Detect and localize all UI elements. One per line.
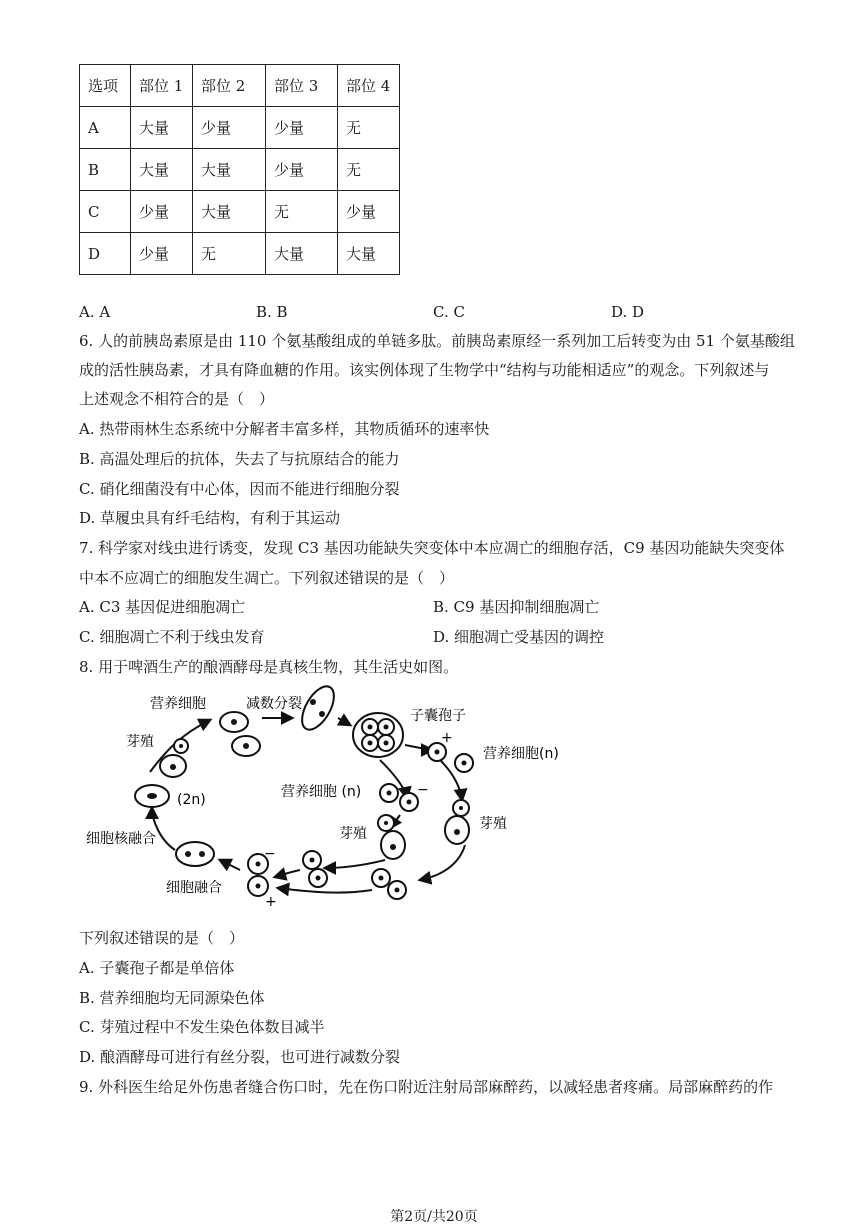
label-2n: (2n) <box>177 792 206 808</box>
minus-sign: − <box>264 846 276 862</box>
table-cell: 无 <box>338 107 400 149</box>
q6-stem-line: 6. 人的前胰岛素原是由 110 个氨基酸组成的单链多肽。前胰岛素原经一系列加工后转变为由 51 个氨基酸组 <box>79 332 795 350</box>
table-cell: 大量 <box>193 149 266 191</box>
q8-stem: 8. 用于啤酒生产的酿酒酵母是真核生物，其生活史如图。 <box>79 658 459 676</box>
q6-option-b: B. 高温处理后的抗体，失去了与抗原结合的能力 <box>79 450 400 468</box>
q5-choice-d: D. D <box>611 303 645 321</box>
table-row <box>80 107 400 149</box>
table-row <box>80 191 400 233</box>
q7-option-a: A. C3 基因促进细胞凋亡 <box>79 598 246 616</box>
inner-arrow <box>275 870 300 877</box>
q7-option-b: B. C9 基因抑制细胞凋亡 <box>433 598 600 616</box>
table-cell: 少量 <box>266 107 338 149</box>
label-vegetative-cell-n-right: 营养细胞(n) <box>483 746 559 762</box>
q5-choice-c: C. C <box>433 303 465 321</box>
plus-sign: + <box>441 730 453 746</box>
q9-stem-line: 9. 外科医生给足外伤患者缝合伤口时，先在伤口附近注射局部麻醉药，以减轻患者疼痛。局部麻醉药的作 <box>79 1078 774 1096</box>
q6-option-c: C. 硝化细菌没有中心体，因而不能进行细胞分裂 <box>79 480 400 498</box>
table-cell: A <box>80 107 131 149</box>
cycle-arrow <box>338 718 350 725</box>
table-cell: 大量 <box>131 107 193 149</box>
q7-option-c: C. 细胞凋亡不利于线虫发育 <box>79 628 265 646</box>
table-cell: 大量 <box>338 233 400 275</box>
table-header-cell: 部位 1 <box>131 65 193 107</box>
table-cell: 少量 <box>131 233 193 275</box>
plus-sign: + <box>265 894 277 910</box>
q6-stem-line: 上述观念不相符合的是（ ） <box>79 390 275 408</box>
q6-option-a: A. 热带雨林生态系统中分解者丰富多样，其物质循环的速率快 <box>79 420 490 438</box>
q8-option-c: C. 芽殖过程中不发生染色体数目减半 <box>79 1018 325 1036</box>
table-header-cell: 部位 4 <box>338 65 400 107</box>
label-budding-left: 芽殖 <box>126 734 154 750</box>
cycle-arrow <box>420 845 465 880</box>
table-cell: 少量 <box>266 149 338 191</box>
options-table <box>79 64 400 275</box>
q8-option-b: B. 营养细胞均无同源染色体 <box>79 989 265 1007</box>
q6-stem-line: 成的活性胰岛素，才具有降血糖的作用。该实例体现了生物学中“结构与功能相适应”的观念。下列叙述与 <box>79 361 770 379</box>
table-cell: D <box>80 233 131 275</box>
cycle-arrow <box>278 888 372 893</box>
table-cell: 无 <box>338 149 400 191</box>
table-cell: 少量 <box>338 191 400 233</box>
table-row <box>80 233 400 275</box>
table-cell: 大量 <box>266 233 338 275</box>
q8-question: 下列叙述错误的是（ ） <box>79 929 245 947</box>
table-cell: 少量 <box>131 191 193 233</box>
cell-fusion-arrow <box>220 860 240 870</box>
label-budding-middle: 芽殖 <box>339 826 367 842</box>
table-cell: 少量 <box>193 107 266 149</box>
label-vegetative-cell-top: 营养细胞 <box>150 696 206 712</box>
minus-sign: − <box>417 782 429 798</box>
q6-option-d: D. 草履虫具有纤毛结构，有利于其运动 <box>79 509 341 527</box>
table-cell: 大量 <box>193 191 266 233</box>
label-meiosis: 减数分裂 <box>246 696 302 712</box>
table-header-cell: 部位 3 <box>266 65 338 107</box>
q5-choice-a: A. A <box>79 303 111 321</box>
q7-option-d: D. 细胞凋亡受基因的调控 <box>433 628 605 646</box>
table-cell: 大量 <box>131 149 193 191</box>
table-header-cell: 选项 <box>80 65 131 107</box>
table-cell: C <box>80 191 131 233</box>
table-row <box>80 149 400 191</box>
table-cell: B <box>80 149 131 191</box>
zygote-cell <box>176 842 214 866</box>
q5-choice-b: B. B <box>256 303 288 321</box>
meiosis-cell <box>296 681 341 735</box>
inner-arrow <box>325 860 385 868</box>
ascus <box>353 713 403 757</box>
table-cell: 无 <box>266 191 338 233</box>
q7-stem-line: 7. 科学家对线虫进行诱变，发现 C3 基因功能缺失突变体中本应凋亡的细胞存活，C9 基因功能缺失突变体 <box>79 539 785 557</box>
q8-option-a: A. 子囊孢子都是单倍体 <box>79 959 235 977</box>
label-nuclear-fusion: 细胞核融合 <box>86 831 156 847</box>
label-ascospore: 子囊孢子 <box>410 708 466 724</box>
label-vegetative-cell-n-middle: 营养细胞 (n) <box>281 784 362 800</box>
q7-stem-line: 中本不应凋亡的细胞发生凋亡。下列叙述错误的是（ ） <box>79 569 455 587</box>
label-cell-fusion: 细胞融合 <box>166 880 222 896</box>
table-cell: 无 <box>193 233 266 275</box>
yeast-life-cycle-diagram <box>0 680 868 920</box>
label-budding-right: 芽殖 <box>479 816 507 832</box>
table-header-cell: 部位 2 <box>193 65 266 107</box>
table-header-row <box>80 65 400 107</box>
q8-option-d: D. 酿酒酵母可进行有丝分裂，也可进行减数分裂 <box>79 1048 401 1066</box>
page-number: 第2页/共20页 <box>390 1209 478 1225</box>
